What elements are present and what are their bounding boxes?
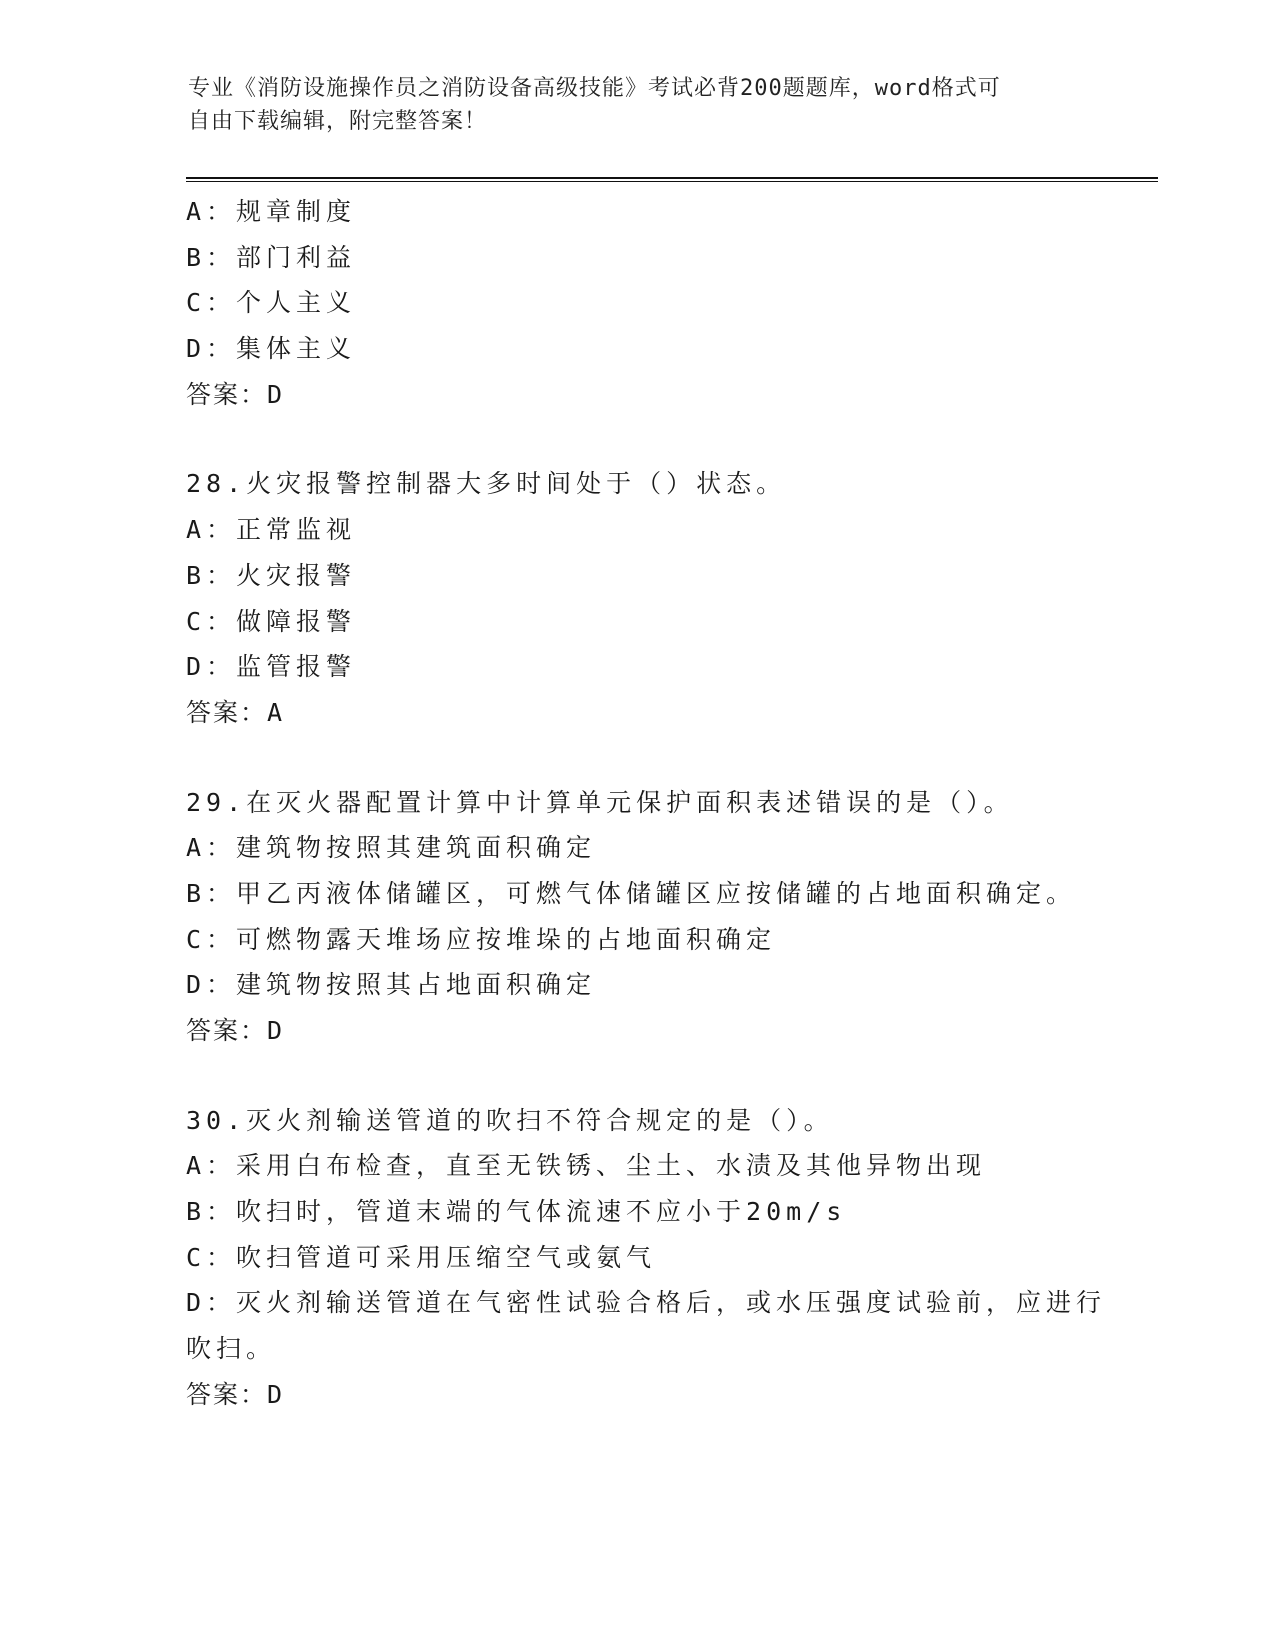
spacer: [186, 736, 1086, 780]
question-block-28: [186, 461, 1086, 735]
question-title: 30.灭火剂输送管道的吹扫不符合规定的是（）。: [186, 1105, 834, 1135]
option-d: D：灭火剂输送管道在气密性试验合格后，或水压强度试验前，应进行: [186, 1288, 1107, 1318]
question-block-prev: [186, 189, 1086, 417]
option-c: C：可燃物露天堆场应按堆垛的占地面积确定: [186, 924, 777, 954]
question-block-30: [186, 1098, 1107, 1418]
question-title: 28.火灾报警控制器大多时间处于（）状态。: [186, 469, 787, 499]
option-a: A：规章制度: [186, 197, 357, 226]
option-a: A：采用白布检查，直至无铁锈、尘土、水渍及其他异物出现: [186, 1151, 987, 1181]
answer-line: 答案：D: [186, 379, 285, 409]
question-block-29: [186, 780, 1086, 1054]
header-line-1: 专业《消防设施操作员之消防设备高级技能》考试必背200题题库，word格式可: [188, 76, 1001, 101]
option-b: B：火灾报警: [186, 560, 357, 590]
option-d: D：建筑物按照其占地面积确定: [186, 970, 597, 1000]
spacer: [186, 1054, 1086, 1098]
spacer: [186, 417, 1086, 461]
option-c: C：个人主义: [186, 288, 357, 318]
option-d-continuation: 吹扫。: [186, 1334, 277, 1364]
option-a: A：正常监视: [186, 515, 357, 545]
option-d: D：监管报警: [186, 652, 357, 682]
option-a: A：建筑物按照其建筑面积确定: [186, 833, 597, 863]
option-b: B：甲乙丙液体储罐区，可燃气体储罐区应按储罐的占地面积确定。: [186, 878, 1077, 908]
option-b: B：部门利益: [186, 242, 357, 272]
option-b: B：吹扫时，管道末端的气体流速不应小于20m/s: [186, 1197, 847, 1227]
document-header: [188, 72, 1088, 138]
option-c: C：做障报警: [186, 606, 357, 636]
question-list: [186, 189, 1107, 1418]
answer-line: 答案：A: [186, 697, 285, 727]
header-line-2: 自由下载编辑，附完整答案！: [188, 109, 488, 134]
header-divider: [186, 177, 1158, 182]
answer-line: 答案：D: [186, 1016, 285, 1045]
option-d: D：集体主义: [186, 334, 357, 364]
answer-line: 答案：D: [186, 1379, 285, 1409]
question-title: 29.在灭火器配置计算中计算单元保护面积表述错误的是（）。: [186, 787, 1014, 817]
option-c: C：吹扫管道可采用压缩空气或氨气: [186, 1242, 657, 1272]
